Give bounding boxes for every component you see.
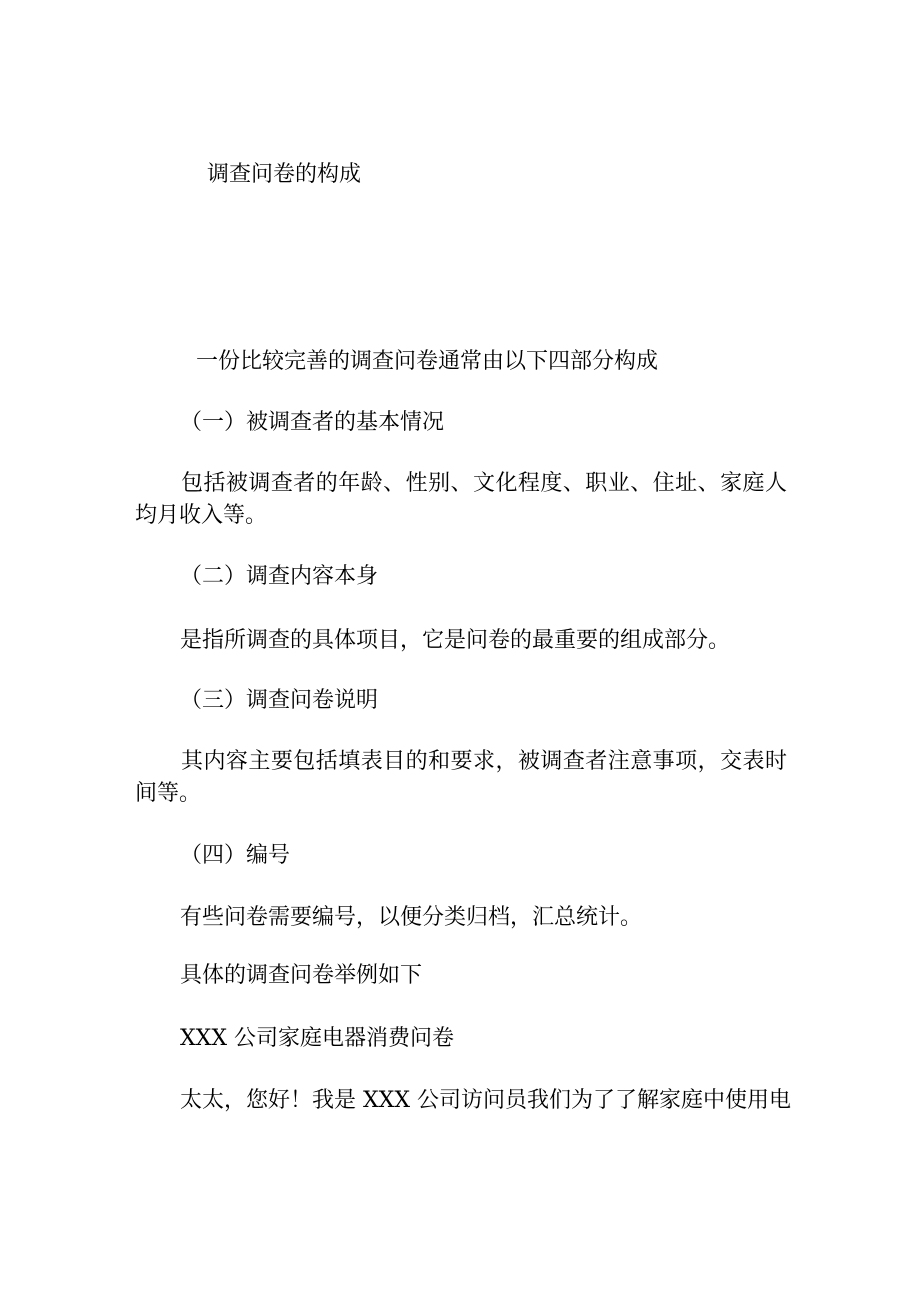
section-3-heading: （三）调查问卷说明	[180, 688, 379, 713]
example-title: XXX 公司家庭电器消费问卷	[180, 1026, 454, 1051]
section-4-heading: （四）编号	[180, 843, 291, 868]
section-3-body: 其内容主要包括填表目的和要求，被调查者注意事项，交表时间等。	[135, 749, 787, 806]
example-intro: 具体的调查问卷举例如下	[180, 963, 423, 988]
section-1-heading: （一）被调查者的基本情况	[180, 410, 445, 435]
example-opening: 太太，您好！我是 XXX 公司访问员我们为了了解家庭中使用电	[180, 1088, 791, 1113]
section-1-body: 包括被调查者的年龄、性别、文化程度、职业、住址、家庭人均月收入等。	[135, 471, 787, 528]
section-2-heading: （二）调查内容本身	[180, 564, 379, 589]
intro-paragraph: 一份比较完善的调查问卷通常由以下四部分构成	[196, 349, 659, 374]
section-2-body: 是指所调查的具体项目，它是问卷的最重要的组成部分。	[180, 628, 731, 653]
document-title: 调查问卷的构成	[207, 162, 362, 187]
section-4-body: 有些问卷需要编号，以便分类归档，汇总统计。	[180, 905, 643, 930]
